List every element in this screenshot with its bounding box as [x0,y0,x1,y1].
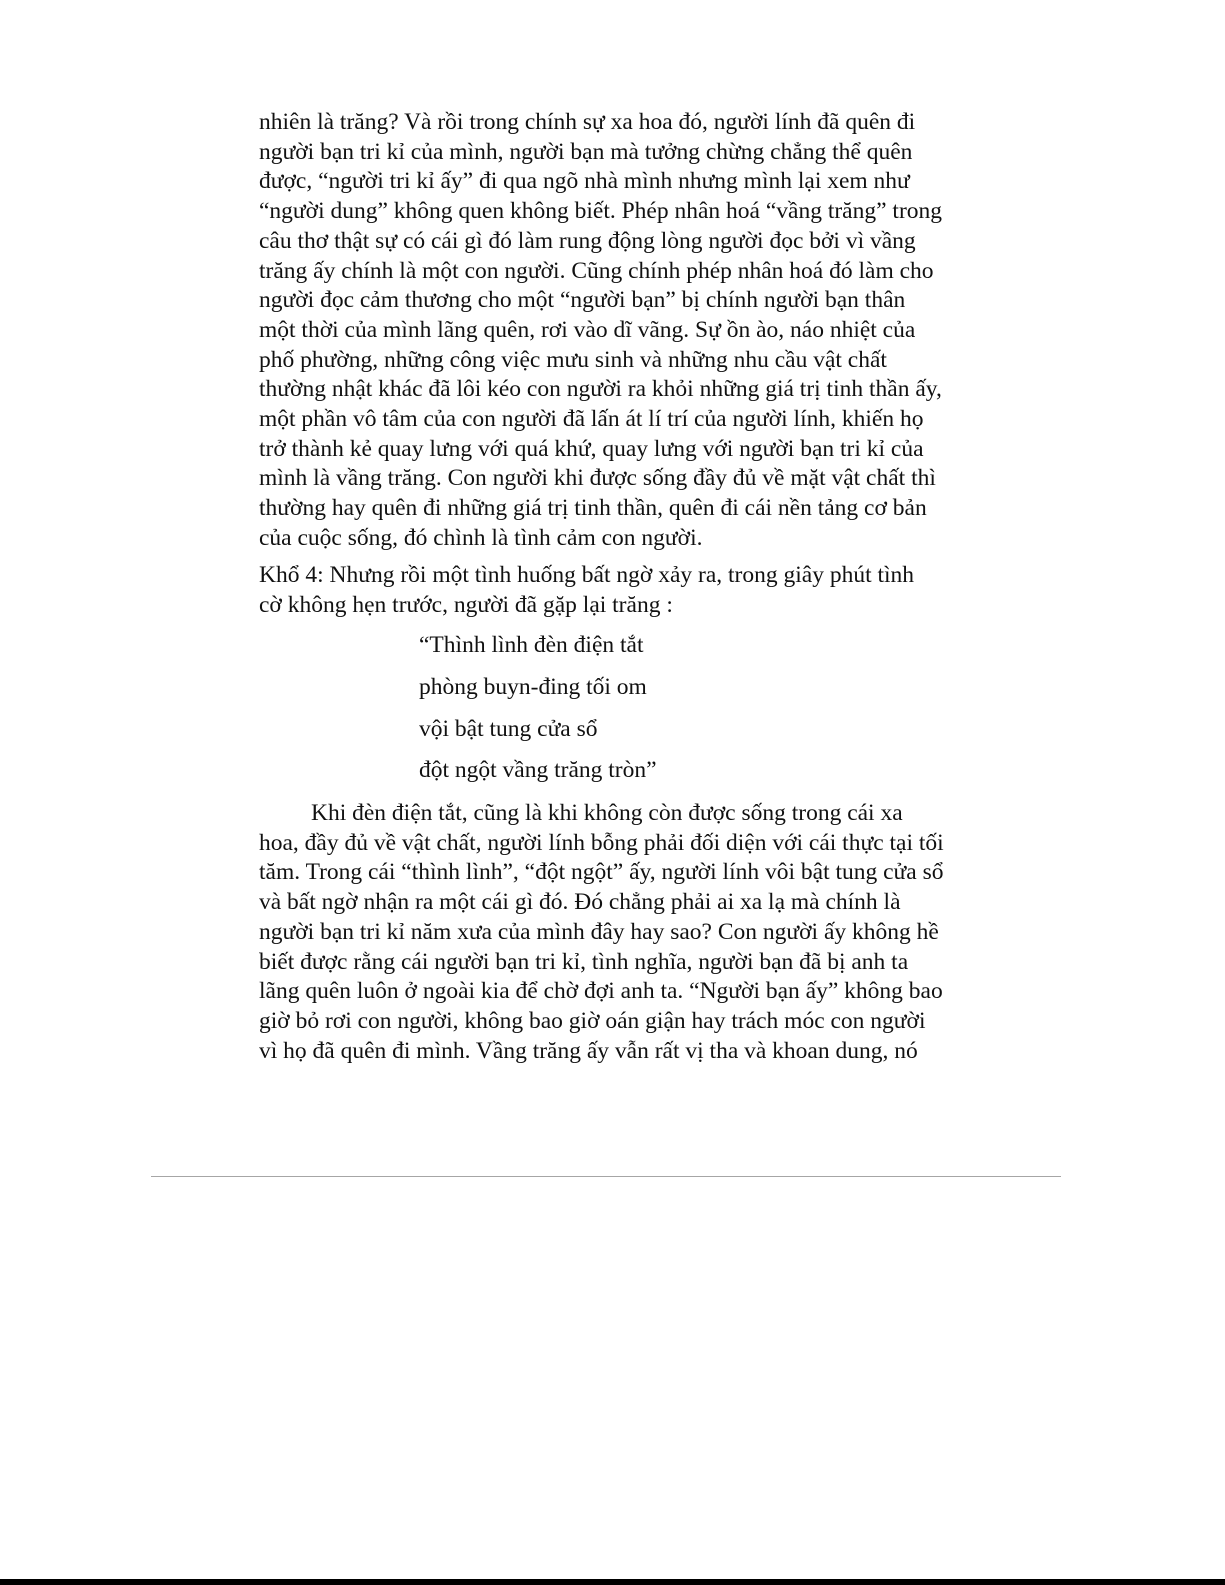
paragraph-2 [259,561,979,620]
poem-verse: phòng buyn-đing tối om [419,674,647,700]
poem-verse: vội bật tung cửa sổ [419,716,598,742]
page-divider [151,1176,1061,1177]
text-line: một thời của mình lãng quên, rơi vào dĩ vãng. Sự ồn ào, náo nhiệt của [259,316,916,343]
text-line: người bạn tri kỉ năm xưa của mình đây hay sao? Con người ấy không hề [259,918,939,945]
text-line: người bạn tri kỉ của mình, người bạn mà tưởng chừng chẳng thể quên [259,138,913,165]
text-line: của cuộc sống, đó chình là tình cảm con người. [259,524,703,551]
text-line: và bất ngờ nhận ra một cái gì đó. Đó chẳng phải ai xa lạ mà chính là [259,889,901,916]
text-line: câu thơ thật sự có cái gì đó làm rung động lòng người đọc bởi vì vầng [259,227,916,254]
text-line: được, “người tri kỉ ấy” đi qua ngõ nhà mình nhưng mình lại xem như [259,168,910,195]
poem-verse: “Thình lình đèn điện tắt [419,632,644,658]
text-line: người đọc cảm thương cho một “người bạn” bị chính người bạn thân [259,287,906,314]
text-line: tăm. Trong cái “thình lình”, “đột ngột” ấy, người lính vôi bật tung cửa sổ [259,859,944,886]
page-bottom-edge [0,1579,1225,1585]
text-line: giờ bỏ rơi con người, không bao giờ oán giận hay trách móc con người [259,1007,926,1034]
paragraph-3 [259,799,979,1066]
text-line: phố phường, những công việc mưu sinh và những nhu cầu vật chất [259,346,887,373]
text-line: thường hay quên đi những giá trị tinh thần, quên đi cái nền tảng cơ bản [259,495,927,522]
text-line: một phần vô tâm của con người đã lấn át lí trí của người lính, khiến họ [259,406,924,433]
text-line: thường nhật khác đã lôi kéo con người ra khỏi những giá trị tinh thần ấy, [259,376,942,403]
poem-verse: đột ngột vầng trăng tròn” [419,757,657,783]
text-line: trở thành kẻ quay lưng với quá khứ, quay lưng với người bạn tri kỉ của [259,435,924,462]
text-line: “người dung” không quen không biết. Phép nhân hoá “vầng trăng” trong [259,198,943,225]
text-line: biết được rằng cái người bạn tri kỉ, tình nghĩa, người bạn đã bị anh ta [259,948,909,975]
text-line: vì họ đã quên đi mình. Vầng trăng ấy vẫn rất vị tha và khoan dung, nó [259,1037,918,1064]
text-line: Khi đèn điện tắt, cũng là khi không còn được sống trong cái xa [311,800,903,826]
text-line: lãng quên luôn ở ngoài kia để chờ đợi anh ta. “Người bạn ấy” không bao [259,978,943,1005]
text-line: hoa, đầy đủ về vật chất, người lính bỗng phải đối diện với cái thực tại tối [259,829,944,856]
text-line: Khổ 4: Nhưng rồi một tình huống bất ngờ xảy ra, trong giây phút tình [259,562,915,588]
paragraph-1 [259,108,979,554]
text-line: mình là vầng trăng. Con người khi được sống đầy đủ về mặt vật chất thì [259,465,936,492]
text-line: nhiên là trăng? Và rồi trong chính sự xa hoa đó, người lính đã quên đi [259,109,916,135]
text-line: trăng ấy chính là một con người. Cũng chính phép nhân hoá đó làm cho [259,257,934,284]
text-line: cờ không hẹn trước, người đã gặp lại trăng : [259,591,673,618]
